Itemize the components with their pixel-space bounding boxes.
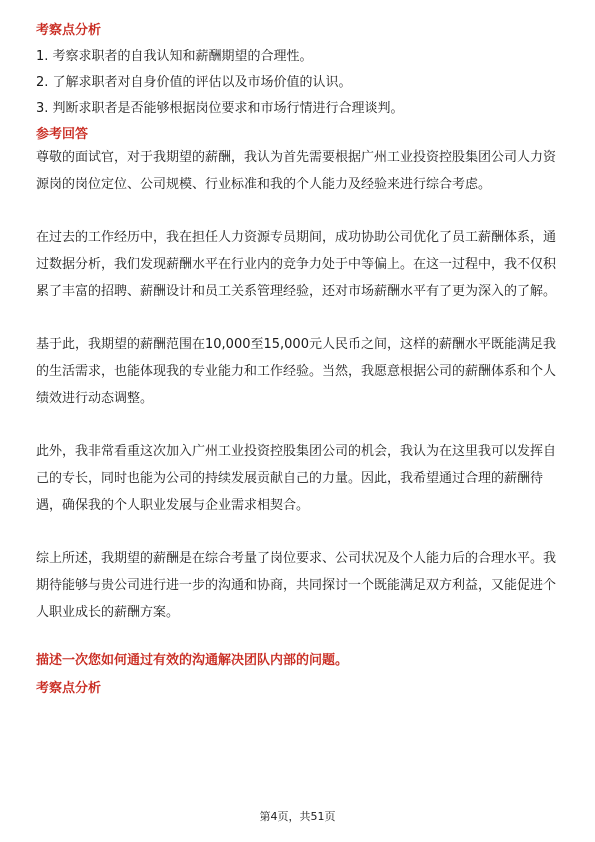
document-page xyxy=(36,22,560,698)
answer-paragraph-2: 在过去的工作经历中，我在担任人力资源专员期间，成功协助公司优化了员工薪酬体系，通过数据分析，我们发现薪酬水平在行业内的竞争力处于中等偏上。在这一过程中，我不仅积累了丰富的招聘、薪酬设计和员工关系管理经验，还对市场薪酬水平有了更为深入的了解。 xyxy=(36,230,557,299)
analysis-heading: 考察点分析 xyxy=(36,23,102,38)
analysis-item-2: 2. 了解求职者对自身价值的评估以及市场价值的认识。 xyxy=(36,75,352,90)
next-analysis-heading: 考察点分析 xyxy=(36,681,102,696)
answer-body xyxy=(36,144,560,626)
answer-paragraph-3: 基于此，我期望的薪酬范围在10,000至15,000元人民币之间，这样的薪酬水平既能满足我的生活需求，也能体现我的专业能力和工作经验。当然，我愿意根据公司的薪酬体系和个人绩效进行动态调整。 xyxy=(36,337,557,406)
analysis-item-3: 3. 判断求职者是否能够根据岗位要求和市场行情进行合理谈判。 xyxy=(36,101,404,116)
answer-paragraph-5: 综上所述，我期望的薪酬是在综合考量了岗位要求、公司状况及个人能力后的合理水平。我期待能够与贵公司进行进一步的沟通和协商，共同探讨一个既能满足双方利益，又能促进个人职业成长的薪酬方案。 xyxy=(36,551,557,620)
answer-heading: 参考回答 xyxy=(36,127,89,142)
answer-paragraph-4: 此外，我非常看重这次加入广州工业投资控股集团公司的机会，我认为在这里我可以发挥自己的专长，同时也能为公司的持续发展贡献自己的力量。因此，我希望通过合理的薪酬待遇，确保我的个人职业发展与企业需求相契合。 xyxy=(36,444,557,513)
analysis-item-1: 1. 考察求职者的自我认知和薪酬期望的合理性。 xyxy=(36,49,313,64)
answer-paragraph-1: 尊敬的面试官，对于我期望的薪酬，我认为首先需要根据广州工业投资控股集团公司人力资源岗的岗位定位、公司规模、行业标准和我的个人能力及经验来进行综合考虑。 xyxy=(36,150,557,192)
next-question: 描述一次您如何通过有效的沟通解决团队内部的问题。 xyxy=(36,653,349,668)
page-footer: 第4页，共51页 xyxy=(259,810,336,823)
